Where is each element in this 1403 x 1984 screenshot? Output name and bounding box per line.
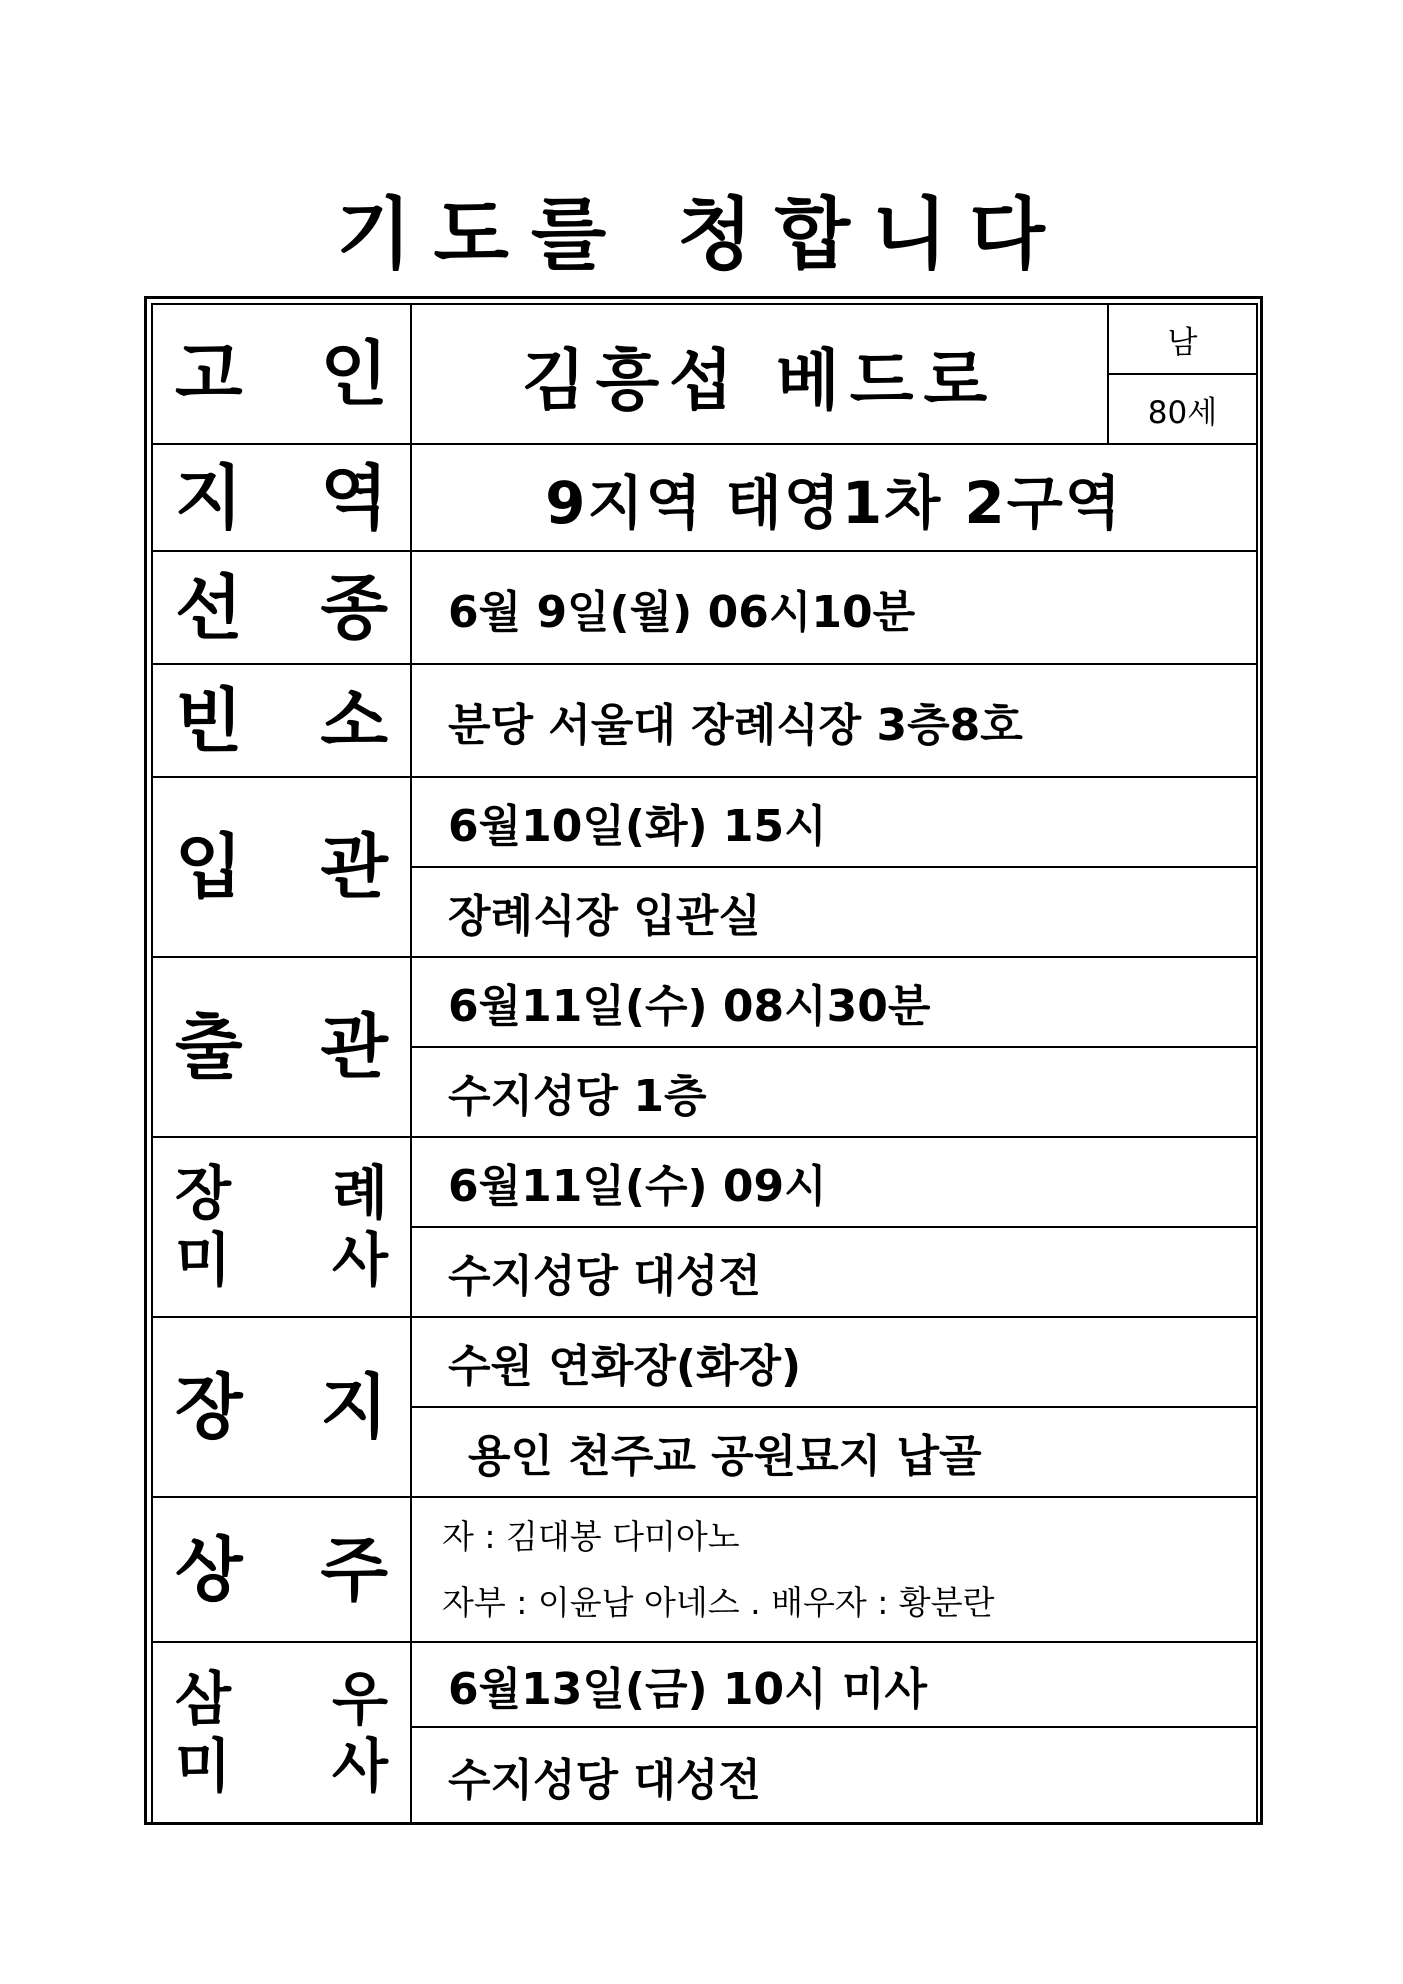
deceased-gender: 남	[1108, 304, 1257, 374]
burial-line2: 용인 천주교 공원묘지 납골	[411, 1407, 1257, 1497]
encoffin-row	[152, 777, 1257, 867]
region-row	[152, 444, 1257, 551]
funeral-mass-place: 수지성당 대성전	[411, 1227, 1257, 1317]
death-label: 선 종	[152, 551, 411, 664]
deceased-age: 80세	[1108, 374, 1257, 444]
region-value: 9지역 태영1차 2구역	[411, 444, 1257, 551]
funeral-mass-row	[152, 1137, 1257, 1227]
burial-line1: 수원 연화장(화장)	[411, 1317, 1257, 1407]
chief-mourner-label: 상 주	[152, 1497, 411, 1642]
third-day-mass-place: 수지성당 대성전	[411, 1727, 1257, 1824]
encoffin-label: 입 관	[152, 777, 411, 957]
departure-row	[152, 957, 1257, 1047]
burial-label: 장 지	[152, 1317, 411, 1497]
departure-label: 출 관	[152, 957, 411, 1137]
chief-mourner-value	[411, 1497, 1257, 1642]
chief-mourner-row	[152, 1497, 1257, 1642]
departure-date: 6월11일(수) 08시30분	[411, 957, 1257, 1047]
funeral-mass-date: 6월11일(수) 09시	[411, 1137, 1257, 1227]
encoffin-place: 장례식장 입관실	[411, 867, 1257, 957]
deceased-name: 김흥섭 베드로	[411, 304, 1108, 444]
obituary-table-frame	[144, 296, 1263, 1825]
funeral-mass-label: 장 례 미 사	[152, 1137, 411, 1317]
deceased-label: 고 인	[152, 304, 411, 444]
page-title: 기도를 청합니다	[336, 190, 1067, 280]
encoffin-date: 6월10일(화) 15시	[411, 777, 1257, 867]
third-day-mass-date: 6월13일(금) 10시 미사	[411, 1642, 1257, 1727]
mortuary-label: 빈 소	[152, 664, 411, 777]
chief-mourner-line1: 자 : 김대봉 다미아노	[442, 1516, 740, 1556]
region-label: 지 역	[152, 444, 411, 551]
mortuary-row	[152, 664, 1257, 777]
burial-row	[152, 1317, 1257, 1407]
chief-mourner-line2: 자부 : 이윤남 아네스 . 배우자 : 황분란	[442, 1582, 995, 1622]
death-row	[152, 551, 1257, 664]
departure-place: 수지성당 1층	[411, 1047, 1257, 1137]
mortuary-value: 분당 서울대 장례식장 3층8호	[411, 664, 1257, 777]
third-day-mass-label: 삼 우 미 사	[152, 1642, 411, 1824]
third-day-mass-row	[152, 1642, 1257, 1727]
deceased-row	[152, 304, 1257, 374]
death-value: 6월 9일(월) 06시10분	[411, 551, 1257, 664]
obituary-table	[151, 303, 1258, 1825]
